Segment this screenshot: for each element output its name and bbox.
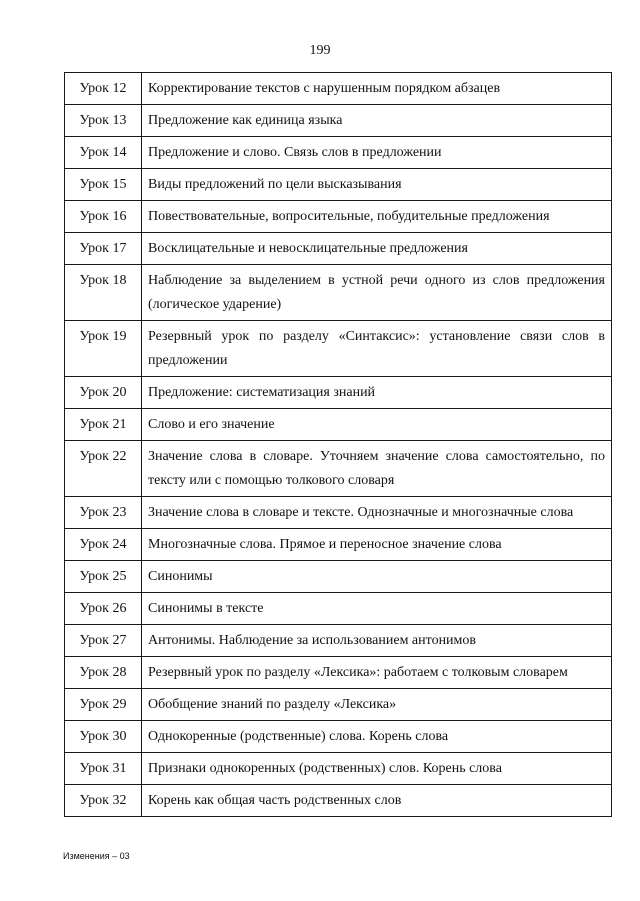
lesson-number: Урок 22 (65, 441, 142, 497)
lesson-row (65, 233, 612, 265)
lesson-topic: Слово и его значение (142, 409, 612, 441)
lesson-number: Урок 21 (65, 409, 142, 441)
lesson-topic: Многозначные слова. Прямое и переносное значение слова (142, 529, 612, 561)
lesson-number: Урок 23 (65, 497, 142, 529)
lesson-topic: Однокоренные (родственные) слова. Корень слова (142, 721, 612, 753)
lesson-number: Урок 16 (65, 201, 142, 233)
lesson-topic: Виды предложений по цели высказывания (142, 169, 612, 201)
lesson-topic: Признаки однокоренных (родственных) слов. Корень слова (142, 753, 612, 785)
lesson-row (65, 377, 612, 409)
lesson-row (65, 593, 612, 625)
page-number: 199 (309, 43, 331, 58)
lesson-row (65, 561, 612, 593)
lesson-row (65, 321, 612, 377)
lesson-number: Урок 24 (65, 529, 142, 561)
lesson-number: Урок 28 (65, 657, 142, 689)
lesson-number: Урок 20 (65, 377, 142, 409)
lesson-row (65, 409, 612, 441)
lesson-row (65, 497, 612, 529)
lesson-topic: Резервный урок по разделу «Лексика»: работаем с толковым словарем (142, 657, 612, 689)
lesson-row (65, 689, 612, 721)
lesson-row (65, 625, 612, 657)
lesson-row (65, 657, 612, 689)
lesson-row (65, 201, 612, 233)
lesson-topic: Корень как общая часть родственных слов (142, 785, 612, 817)
lesson-topic: Обобщение знаний по разделу «Лексика» (142, 689, 612, 721)
lesson-row (65, 529, 612, 561)
lesson-topic: Значение слова в словаре. Уточняем значение слова самостоятельно, по тексту или с помощью толкового словаря (142, 441, 612, 497)
lesson-table (64, 72, 612, 817)
lesson-topic: Синонимы в тексте (142, 593, 612, 625)
lesson-topic: Антонимы. Наблюдение за использованием антонимов (142, 625, 612, 657)
lesson-row (65, 441, 612, 497)
lesson-row (65, 105, 612, 137)
lesson-number: Урок 18 (65, 265, 142, 321)
lesson-topic: Значение слова в словаре и тексте. Однозначные и многозначные слова (142, 497, 612, 529)
lesson-topic: Наблюдение за выделением в устной речи одного из слов предложения (логическое ударение) (142, 265, 612, 321)
lesson-number: Урок 32 (65, 785, 142, 817)
lesson-topic: Повествовательные, вопросительные, побудительные предложения (142, 201, 612, 233)
lesson-table-body (65, 73, 612, 817)
lesson-number: Урок 29 (65, 689, 142, 721)
lesson-row (65, 73, 612, 105)
lesson-topic: Корректирование текстов с нарушенным порядком абзацев (142, 73, 612, 105)
lesson-number: Урок 19 (65, 321, 142, 377)
lesson-row (65, 721, 612, 753)
lesson-row (65, 137, 612, 169)
lesson-row (65, 785, 612, 817)
lesson-number: Урок 14 (65, 137, 142, 169)
lesson-number: Урок 25 (65, 561, 142, 593)
lesson-topic: Предложение: систематизация знаний (142, 377, 612, 409)
lesson-number: Урок 15 (65, 169, 142, 201)
lesson-topic: Синонимы (142, 561, 612, 593)
lesson-row (65, 265, 612, 321)
lesson-number: Урок 31 (65, 753, 142, 785)
lesson-topic: Резервный урок по разделу «Синтаксис»: установление связи слов в предложении (142, 321, 612, 377)
lesson-topic: Предложение и слово. Связь слов в предложении (142, 137, 612, 169)
lesson-row (65, 753, 612, 785)
lesson-topic: Предложение как единица языка (142, 105, 612, 137)
lesson-number: Урок 17 (65, 233, 142, 265)
lesson-number: Урок 13 (65, 105, 142, 137)
lesson-number: Урок 26 (65, 593, 142, 625)
lesson-number: Урок 30 (65, 721, 142, 753)
lesson-number: Урок 27 (65, 625, 142, 657)
lesson-row (65, 169, 612, 201)
lesson-topic: Восклицательные и невосклицательные предложения (142, 233, 612, 265)
lesson-number: Урок 12 (65, 73, 142, 105)
footer-revision-note: Изменения – 03 (63, 851, 130, 861)
